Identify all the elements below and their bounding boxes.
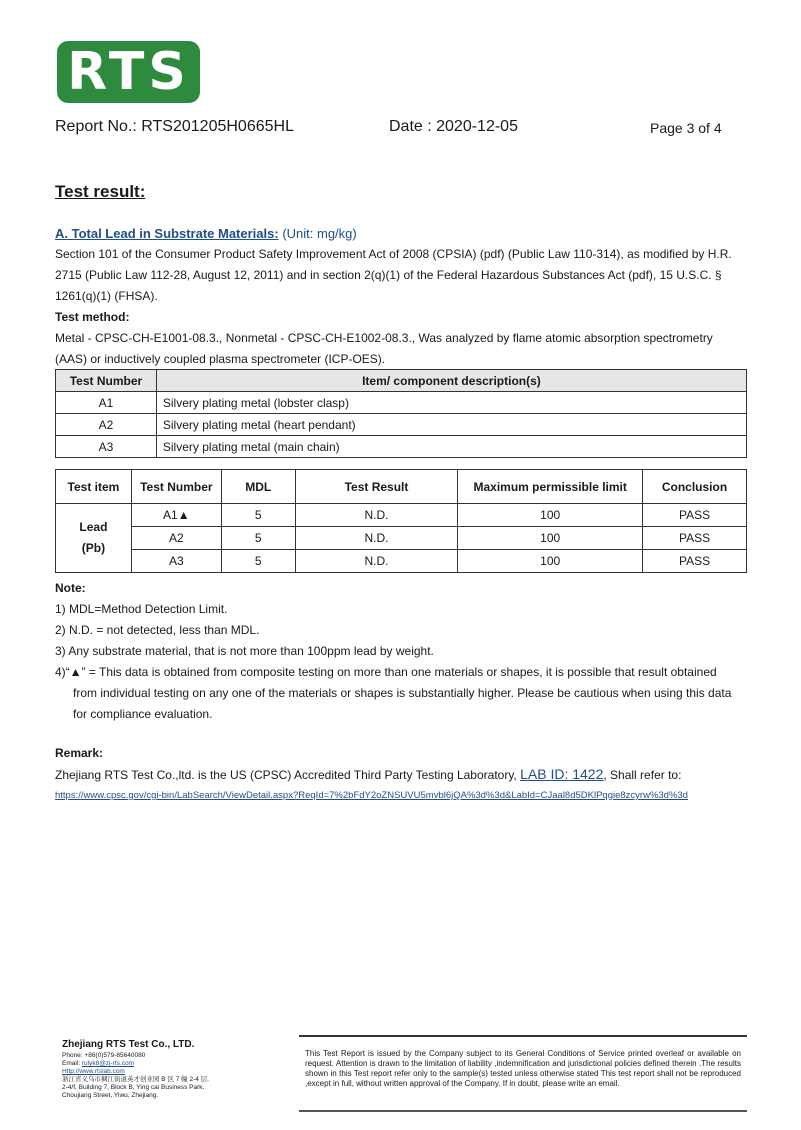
footer-email-link[interactable]: rulyk8@zj-rts.com — [81, 1060, 134, 1067]
notes-label: Note: — [55, 581, 86, 595]
note-item: 4)“▲” = This data is obtained from composite testing on more than one materials or shapes, it is possible that result obtained — [55, 665, 717, 679]
component-table — [55, 369, 747, 458]
note-item: 3) Any substrate material, that is not more than 100ppm lead by weight. — [55, 644, 434, 658]
section-a-title: A. Total Lead in Substrate Materials: — [55, 226, 279, 241]
test-number-cell: A2 — [131, 527, 221, 550]
description-cell: Silvery plating metal (heart pendant) — [156, 414, 746, 436]
footer-contact — [62, 1038, 287, 1100]
page-title: Test result: — [55, 182, 146, 201]
conclusion-cell: PASS — [643, 504, 747, 527]
footer-disclaimer: This Test Report is issued by the Company subject to its General Conditions of Service printed overleaf or available on request. Attention is drawn to the limitation of liability ,indemnification and jurisdictional policies defined therein .The results shown in this Test report refer only to the sample(s) tested unless otherwise stated This test report shall not be reproduced ,except in full, without written approval of the Company. If in doubt, please write an email. — [305, 1049, 741, 1088]
table-row — [56, 392, 747, 414]
note-item-continued: from individual testing on any one of the materials or shapes is substantially higher. Please be cautious when using this data — [73, 686, 732, 700]
footer-email-label: Email: — [62, 1060, 82, 1067]
note-item-continued: for compliance evaluation. — [73, 707, 213, 721]
col-test-number: Test Number — [56, 370, 157, 392]
footer-address-cn: 浙江省义乌市稠江街道英才创业园 B 区 7 幢 2-4 层. — [62, 1076, 209, 1083]
conclusion-cell: PASS — [643, 527, 747, 550]
col-test-result: Test Result — [295, 470, 458, 504]
test-number-cell: A2 — [56, 414, 157, 436]
result-cell: N.D. — [295, 504, 458, 527]
remark-text — [55, 766, 681, 782]
lab-id-link[interactable]: LAB ID: 1422 — [520, 766, 604, 782]
col-test-number: Test Number — [131, 470, 221, 504]
col-max-limit: Maximum permissible limit — [458, 470, 643, 504]
footer-email-line — [62, 1060, 287, 1068]
description-cell: Silvery plating metal (lobster clasp) — [156, 392, 746, 414]
notes — [55, 578, 747, 725]
test-number-cell: A3 — [131, 550, 221, 573]
remark-text-after: , Shall refer to: — [603, 768, 682, 782]
mdl-cell: 5 — [221, 527, 295, 550]
limit-cell: 100 — [458, 504, 643, 527]
rts-logo: RTS — [57, 41, 200, 103]
footer-divider-bottom — [299, 1110, 747, 1112]
footer-web-link[interactable]: Http://www.rtslab.com — [62, 1068, 125, 1075]
footer-address-en-1: 2-4/f, Building 7, Block B, Ying cai Business Park, — [62, 1084, 205, 1091]
limit-cell: 100 — [458, 550, 643, 573]
note-item: 1) MDL=Method Detection Limit. — [55, 602, 228, 616]
remark-label: Remark: — [55, 746, 104, 760]
test-number-cell: A1▲ — [131, 504, 221, 527]
test-item-symbol: (Pb) — [81, 541, 106, 555]
component-table-header — [56, 370, 747, 392]
mdl-cell: 5 — [221, 550, 295, 573]
test-method-text: Metal - CPSC-CH-E1001-08.3., Nonmetal - CPSC-CH-E1002-08.3., Was analyzed by flame atomic absorption spectrometry (AAS) or inductively coupled plasma spectrometer (ICP-OES). — [55, 331, 713, 366]
note-item: 2) N.D. = not detected, less than MDL. — [55, 623, 260, 637]
test-item-cell — [56, 504, 132, 573]
footer-address-en-2: Choujiang Street, Yiwu, Zhejiang. — [62, 1092, 159, 1099]
result-table — [55, 469, 747, 573]
col-test-item: Test item — [56, 470, 132, 504]
cpsc-url-link[interactable]: https://www.cpsc.gov/cgi-bin/LabSearch/ViewDetail.aspx?ReqId=7%2bFdY2oZNSUVU5mvbl6jQA%3d%3d&LabId=CJaal8d5DKlPqgie8zcyrw%3d%3d — [55, 790, 688, 801]
footer-company: Zhejiang RTS Test Co., LTD. — [62, 1039, 195, 1050]
footer-divider-top — [299, 1035, 747, 1037]
mdl-cell: 5 — [221, 504, 295, 527]
table-row — [56, 414, 747, 436]
remark-text-before: Zhejiang RTS Test Co.,ltd. is the US (CPSC) Accredited Third Party Testing Laboratory, — [55, 768, 521, 782]
test-item-name: Lead — [79, 520, 108, 534]
section-a-intro: Section 101 of the Consumer Product Safety Improvement Act of 2008 (CPSIA) (pdf) (Public Law 110-314), as modified by H.R. 2715 (Public Law 112-28, August 12, 2011) and in section 2(q)(1) of the Federal Hazardous Substances Act (pdf), 15 U.S.C. § 1261(q)(1) (FHSA). — [55, 247, 732, 303]
test-number-cell: A3 — [56, 436, 157, 458]
result-cell: N.D. — [295, 527, 458, 550]
page-number: Page 3 of 4 — [650, 120, 722, 136]
table-row — [56, 550, 747, 573]
col-mdl: MDL — [221, 470, 295, 504]
report-number: Report No.: RTS201205H0665HL — [55, 118, 294, 135]
footer-phone: Phone: +86(0)579-85640080 — [62, 1052, 146, 1059]
table-row — [56, 436, 747, 458]
result-table-header — [56, 470, 747, 504]
result-cell: N.D. — [295, 550, 458, 573]
limit-cell: 100 — [458, 527, 643, 550]
test-method-label: Test method: — [55, 310, 130, 324]
section-a-unit: (Unit: mg/kg) — [278, 226, 357, 241]
col-conclusion: Conclusion — [643, 470, 747, 504]
table-row — [56, 527, 747, 550]
report-date: Date : 2020-12-05 — [389, 118, 518, 135]
test-number-cell: A1 — [56, 392, 157, 414]
description-cell: Silvery plating metal (main chain) — [156, 436, 746, 458]
section-a-heading — [55, 226, 357, 241]
conclusion-cell: PASS — [643, 550, 747, 573]
table-row — [56, 504, 747, 527]
col-description: Item/ component description(s) — [156, 370, 746, 392]
